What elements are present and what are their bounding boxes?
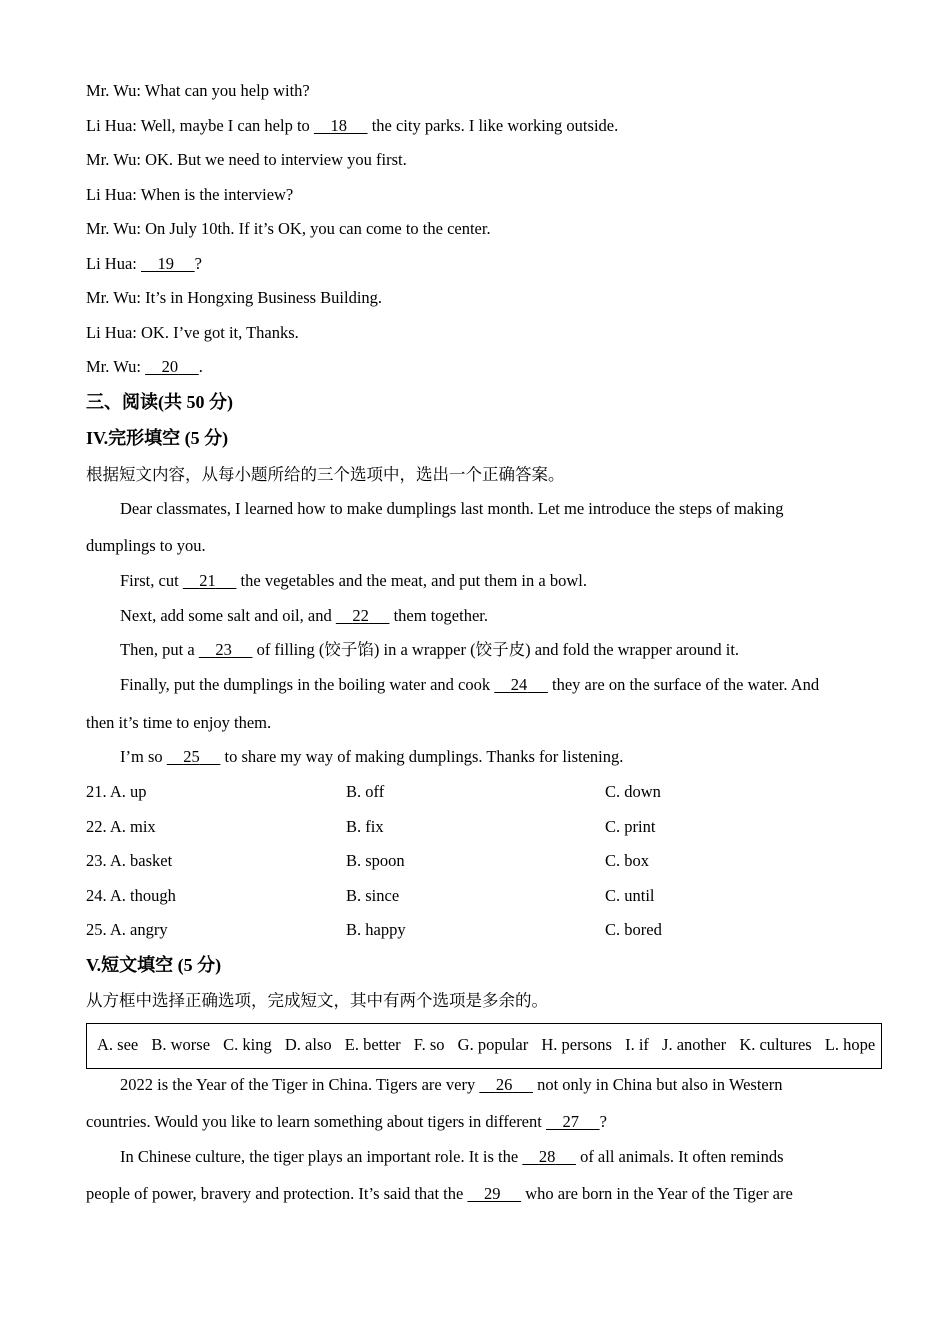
section-4-title: IV.完形填空 (5 分) [86,428,229,448]
dialogue-text: Mr. Wu: [86,357,146,376]
dialogue-line [86,149,407,171]
passage-line: I’m so 25 to share my way of making dumplings. Thanks for listening. [120,747,624,766]
word-box [86,1023,882,1069]
dialogue-text: Mr. Wu: OK. But we need to interview you first. [86,150,407,169]
option-c: C. until [605,886,655,905]
passage-line: people of power, bravery and protection. It’s said that the 29 who are born in the Year of the Tiger are [86,1184,793,1203]
dialogue-text: Li Hua: Well, maybe I can help to [86,116,314,135]
word-box-row [97,1034,875,1056]
dialogue-line [86,184,293,206]
dialogue-line [86,287,382,309]
word-option: B. worse [151,1035,211,1054]
word-option: C. king [223,1035,272,1054]
blank-20: 20 [161,357,179,376]
passage-line: countries. Would you like to learn something about tigers in different 27 ? [86,1112,607,1131]
section-5-instruction: 从方框中选择正确选项，完成短文，其中有两个选项是多余的。 [86,991,548,1010]
dialogue-line [86,218,491,240]
section-4-instruction: 根据短文内容，从每小题所给的三个选项中，选出一个正确答案。 [86,465,565,484]
blank-24: 24 [510,675,528,694]
word-option: K. cultures [739,1035,812,1054]
section-3-title: 三、阅读(共 50 分) [86,392,233,412]
section-5-title: V.短文填空 (5 分) [86,955,222,975]
dialogue-text: Mr. Wu: It’s in Hongxing Business Building. [86,288,383,307]
dialogue-text: Mr. Wu: What can you help with? [86,81,310,100]
word-option: A. see [97,1035,139,1054]
blank-29: 29 [483,1184,501,1203]
blank-25: 25 [183,747,200,766]
option-b: B. happy [346,920,406,939]
dialogue-line [86,253,202,275]
option-c: C. bored [605,920,662,939]
blank-26: 26 [495,1075,513,1094]
option-b: B. fix [346,817,384,836]
word-option: D. also [284,1035,332,1054]
word-option: H. persons [541,1035,612,1054]
passage-line: 2022 is the Year of the Tiger in China. Tigers are very 26 not only in China but also in Western [120,1075,783,1094]
blank-22: 22 [352,606,369,625]
dialogue-line [86,80,310,102]
blank-21: 21 [199,571,216,590]
passage-line: Then, put a 23 of filling (饺子馅) in a wrapper (饺子皮) and fold the wrapper around it. [120,640,740,659]
word-option: J. another [662,1035,727,1054]
passage-line: Dear classmates, I learned how to make dumplings last month. Let me introduce the steps of making [120,499,784,518]
blank-28: 28 [538,1147,556,1166]
option-a: 21. A. up [86,782,147,801]
blank-18: 18 [330,116,347,135]
passage-line: dumplings to you. [86,536,206,555]
blank-27: 27 [562,1112,579,1131]
option-a: 22. A. mix [86,817,156,836]
dialogue-text: . [198,357,203,376]
blank-19: 19 [157,254,174,273]
dialogue-text: Li Hua: OK. I’ve got it, Thanks. [86,323,299,342]
option-b: B. since [346,886,400,905]
dialogue-line [86,322,299,344]
word-option: F. so [413,1035,445,1054]
blank-23: 23 [215,640,232,659]
dialogue-line [86,356,203,378]
passage-line: First, cut 21 the vegetables and the meat, and put them in a bowl. [120,571,587,590]
dialogue-line [86,115,618,137]
option-a: 23. A. basket [86,851,173,870]
passage-line: In Chinese culture, the tiger plays an important role. It is the 28 of all animals. It often reminds [120,1147,784,1166]
dialogue-text: Mr. Wu: On July 10th. If it’s OK, you can come to the center. [86,219,491,238]
option-b: B. off [346,782,385,801]
dialogue-text: Li Hua: When is the interview? [86,185,294,204]
word-option: I. if [625,1035,649,1054]
option-a: 24. A. though [86,886,176,905]
option-c: C. down [605,782,661,801]
option-a: 25. A. angry [86,920,168,939]
dialogue-text: ? [194,254,202,273]
passage-line: Next, add some salt and oil, and 22 them together. [120,606,488,625]
word-option: L. hope [824,1035,876,1054]
word-option: G. popular [457,1035,529,1054]
option-c: C. box [605,851,650,870]
passage-line: Finally, put the dumplings in the boiling water and cook 24 they are on the surface of the water. And [120,675,820,694]
passage-line: then it’s time to enjoy them. [86,713,272,732]
dialogue-text: Li Hua: [86,254,141,273]
option-c: C. print [605,817,656,836]
dialogue-text: the city parks. I like working outside. [367,116,619,135]
option-b: B. spoon [346,851,405,870]
word-option: E. better [344,1035,401,1054]
